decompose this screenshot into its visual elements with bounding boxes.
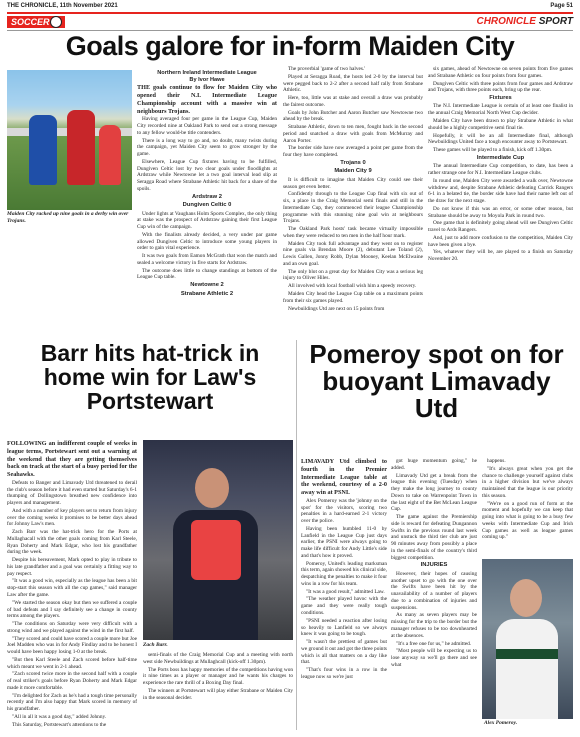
story2-column-1	[7, 440, 137, 730]
paragraph: Here, too, little was at stake and overall a draw was probably the fairest outcome.	[283, 95, 423, 108]
paragraph: Elsewhere, League Cup fixtures having to be fulfilled, Dungiven Celtic lost by two clear goals under floodlights at Ardstraw while Newtowne let a two goal interval lead slip at Seragga Road where Strabane Athletic hit back for a share of the spoils.	[137, 158, 277, 192]
paragraph: Pomeroy, United's leading marksman this term, again showed his clinical side, despatching the penalties to make it four wins in a row for his team.	[301, 560, 387, 587]
brand-sport: SPORT	[538, 16, 573, 27]
story1-subhead: Northern Ireland Intermediate League	[157, 70, 257, 76]
paragraph: Despite his bereavement, Mark opted to play in tribute to his late grandfather and a goal was certainly a fitting way to pay respect.	[7, 557, 137, 577]
match-heading: Strabane Athletic 2	[180, 290, 234, 297]
story1-column-3	[428, 66, 573, 332]
brand-chronicle: CHRONICLE	[476, 16, 536, 27]
paragraph: happens.	[487, 458, 506, 464]
paragraph: Under lights at Vaughans Holm Sports Complex, the only thing at stake was the prospect of Ardstraw gaining their first League Cup win of the campaign.	[137, 210, 277, 231]
paragraph: "It wasn't the prettiest of games but we ground it out and got the three points which is all that matters on a day like that.	[301, 639, 387, 666]
football-icon	[50, 16, 62, 28]
paragraph: Having averaged four per game in the League Cup, Maiden City recorded nine at Oakland Park to send out a strong message to any fellow would-be title contenders.	[137, 116, 277, 136]
paragraph: However, their hopes of causing another upset to go with the one over the Swifts have been hit by the unavailability of a number of players due to a combination of injuries and suspensions.	[391, 570, 477, 611]
page-header	[7, 2, 573, 12]
paragraph: The border side have now averaged a point per game from the four they have completed.	[283, 145, 423, 159]
match-heading: Newtowne 2	[190, 282, 224, 289]
story2-headline: Barr hits hat-trick in home win for Law's Portstewart	[40, 340, 260, 415]
paragraph: Dungiven Celtic with three points from four games and Ardstraw and Trojans, with three points each, bring up the rear.	[428, 80, 573, 94]
paragraph: Limavady Utd get a break from the league this evening (Tuesday) when they make the long journey to county Down to take on Warrenpoint Town in the last eight of the Bet McLean League Cup.	[391, 472, 477, 513]
paragraph: Maiden City have been drawn to play Strabane Athletic in what should be a highly competitive semi final tie.	[428, 118, 573, 131]
paragraph: "It's a free one for us," he admitted.	[396, 640, 472, 647]
paragraph: The game against the Premiership side is reward for defeating Dungannon Swifts in the previous round last week and unstuck the third tier club are just 90 minutes away from possibly a place in the semi-finals of the country's third biggest competition.	[391, 514, 477, 561]
story2-column-2	[143, 652, 293, 730]
paragraph: Hopefully, it will be an all Intermediate final, although Newbuildings United face a tough encounter away to Portstewart.	[428, 132, 573, 146]
paragraph: Maiden City took full advantage and they went on to register nine goals via Brendan Moore (2), debutant Lee Toland (2), Lewis Gallen, Jonny Robb, Dylan Mooney, Keelan McElwaine and an own goal.	[283, 240, 423, 267]
paragraph: "We're on a good run of form at the moment and hopefully we can keep that going into what is going to be a busy few weeks with Intermediate Cup and Irish Cup games as well as league games coming up."	[482, 500, 573, 541]
story1-lead: THE goals continue to flow for Maiden City who opened their N.I. Intermediate League Championship account with a massive win at neighbours Trojans.	[137, 84, 277, 115]
paragraph: "The conditions on Saturday were very difficult with a strong wind and we played against the wind in the first half.	[7, 621, 137, 634]
paragraph: All involved with local football wish him a speedy recovery.	[288, 283, 417, 290]
paragraph: As many as seven players may be missing for the trip to the border but the manager refuses to be too downhearted at the absences.	[391, 612, 477, 639]
paragraph: Yes, whatever they will be, are played to a finish on Saturday November 20.	[428, 249, 573, 263]
story3-caption: Alex Pomeroy.	[484, 720, 518, 726]
story3-column-3	[482, 458, 573, 558]
paragraph: semi-finals of the Craig Memorial Cup and a meeting with north west side Newbuildings at Mullaghcall (kick-off 1.30pm).	[143, 652, 293, 665]
paragraph: Do not know if this was an error, or some other reason, but Strabane should be away to Moyola Park in round two.	[428, 205, 573, 219]
section-tag: SOCCER	[7, 16, 65, 28]
paragraph: "It's always great when you get the chance to challenge yourself against clubs in a higher division but we've always maintained that the league is our priority this season.	[482, 465, 573, 499]
header-page-number: Page 51	[550, 3, 573, 9]
paragraph: "That's four wins in a row in the league now so we're just	[301, 667, 387, 680]
paragraph: The winners at Portstewart will play either Strabane or Maiden City in the seasonal decider.	[143, 687, 293, 701]
paragraph: These games will be played to a finish, kick off 1.30pm.	[433, 147, 553, 154]
story1-headline: Goals galore for in-form Maiden City	[65, 31, 515, 61]
story1-byline: By Ivor Hawe	[189, 77, 225, 84]
paragraph: "All in all it was a good day," added Johnny.	[12, 714, 107, 721]
story3-column-1	[301, 458, 387, 730]
paragraph: "We started the season okay but then we suffered a couple of bad defeats and I say definitely see a change in county terms among the players.	[7, 599, 137, 620]
paragraph: Goals by John Butcher and Aaron Butcher saw Newtowne two ahead by the break.	[283, 109, 423, 123]
paragraph: "PSNI needed a reaction after losing so heavily to Lanfield so we always knew it was going to be tough.	[301, 617, 387, 638]
paragraph: Alex Pomeroy was the 'johnny on the spot' for the visitors, scoring two penalties in a hard-earned 2-1 victory over the police.	[301, 497, 387, 525]
paragraph: The Oakland Park hosts' task became virtually impossible when they were reduced to ten men in the half hour mark.	[283, 226, 423, 239]
paragraph: Confidently through to the League Cup final with six out of six, a place in the Craig Memorial semi finals and still in the Intermediate Cup, they commenced their league Championship programme with this stunning nine goal win at neighbours Trojans.	[283, 191, 423, 225]
column-divider	[296, 340, 297, 730]
story1-column-2	[283, 66, 423, 332]
paragraph: Maiden City head the League Cup table on a maximum points from their six games played.	[283, 291, 423, 304]
paragraph: Newbuildings Utd are next on 15 points from	[288, 305, 385, 312]
story2-lead: FOLLOWING an indifferent couple of weeks in league terms, Portstewart sent out a warning at the weekend that they are getting themselves back on track at the start of a busy period for the Seahawks.	[7, 440, 137, 478]
section-heading: Intermediate Cup	[476, 154, 525, 161]
section-heading: INJURIES	[420, 562, 448, 569]
paragraph: The N.I. Intermediate League is certain of at least one finalist in the annual Craig Memorial North West Cup decider.	[428, 103, 573, 117]
match-heading: Ardstraw 2	[192, 193, 222, 200]
paragraph: This Saturday, Portstewart's attentions to the	[12, 721, 107, 728]
story1-photo	[7, 70, 132, 210]
story1-caption: Maiden City racked up nine goals in a derby win over Trojans.	[7, 211, 129, 224]
paragraph: In round one, Maiden City were awarded a walk over, Newtowne withdrew and, despite Strabane Athletic defeating Carrick Rangers 6-1 in a belated tie, the border side have had their name left out of the draw for the next stage.	[428, 177, 573, 205]
brand-logo	[476, 16, 573, 27]
paragraph: Zach Barr was the hat-trick hero for the Ports at Mullaghacall with the other goals coming from Karl Steele, Ryan Doherty and Mark Edgar, who lost his grandfather during the week.	[7, 529, 137, 556]
paragraph: The Ports boss has happy memories of the competitions having won it nine times as a player or manager and he wants his charges to experience the rare thrill of a Boxing Day final.	[143, 666, 293, 687]
paragraph: "They scored and could have scored a couple more but Joe Joel Madden who was in for Andy Findlay and to be honest I would have been happy losing 1-0 at the break.	[7, 635, 137, 656]
paragraph: Defeats to Banger and Limavady Utd threatened to derail the club's season before it had even started but Saturday's 6-1 thumping of Dollingstown breathed new confidence into players and management.	[7, 479, 137, 507]
paragraph: There is a long way to go and, no doubt, many twists during the campaign, yet Maiden City seem to grow stronger by the game.	[137, 137, 277, 158]
paragraph: The proverbial 'game of two halves.'	[288, 66, 366, 72]
paragraph: The only blot on a great day for Maiden City was a serious leg injury to Oliver Hiles.	[283, 268, 423, 282]
story3-photo	[482, 559, 573, 719]
paragraph: And with a number of key players set to return from injury over the coming weeks it promises to be better days ahead for Johnny Law's men.	[7, 507, 137, 528]
paragraph: got huge momentum going," he added.	[391, 458, 477, 471]
paragraph: One game that is definitely going ahead will see Dungiven Celtic travel to Ards Rangers.	[428, 220, 573, 234]
paragraph: "I'm delighted for Zach as he's had a tough time personally recently and I'm also happy that Mark scored in memory of his grandfather.	[7, 692, 137, 713]
paragraph: Having been humbled 11-0 by Lanfield in the League Cup just days earlier, the PSNI were always going to make life difficult for Andy Little's side and that's how it proved.	[301, 525, 387, 559]
header-rule	[7, 12, 573, 14]
paragraph: "But then Karl Steele and Zach scored before half-time which meant we went in 2-1 ahead.	[7, 656, 137, 670]
paragraph: "It was a good result," admitted Law.	[306, 588, 385, 595]
story1-column-1	[137, 70, 277, 332]
paragraph: Strabane Athletic, down to ten men, fought back in the second period and snatched a draw with goals from McMurray and Aaron Porter.	[283, 124, 423, 144]
paragraph: It is difficult to imagine that Maiden City could see their season get even better.	[283, 176, 423, 190]
match-heading: Dungiven Celtic 0	[182, 202, 232, 209]
paragraph: Played at Seragga Road, the hosts led 2-0 by the interval but were pegged back to 2-2 after a second half rally from Strabane Athletic.	[283, 73, 423, 94]
paragraph: "The weather played havoc with the game and they were really tough conditions.	[301, 596, 387, 616]
paragraph: And, just to add more confusion to the competition, Maiden City have been given a bye.	[428, 234, 573, 248]
paragraph: The outcome does little to change standings at bottom of the League Cup table.	[137, 267, 277, 281]
story3-lead: LIMAVADY Utd climbed to fourth in the Premier Intermediate League table at the weekend, courtesy of a 2-0 away win at PSNI.	[301, 458, 387, 496]
paragraph: "It was a good win, especially as the league has been a bit stop-start this season with all the cup games," said manager Law after the game.	[7, 578, 137, 598]
header-dateline: THE CHRONICLE, 11th November 2021	[7, 3, 118, 9]
paragraph: "Most people will be expecting us to lose anyway so we'll go there and see what	[391, 648, 477, 668]
section-heading: Fixtures	[489, 95, 512, 102]
story3-column-2	[391, 458, 477, 730]
story2-caption: Zach Barr.	[143, 642, 168, 648]
paragraph: It was two goals from Eamon McGrath that won the match and sealed a welcome victory in five starts for Ardstraw.	[137, 253, 277, 266]
paragraph: "Zach scored twice more in the second half with a couple of real striker's goals before Ryan Doherty and Mark Edgar made it more comfortable.	[7, 671, 137, 691]
match-heading: Maiden City 9	[334, 168, 372, 175]
story3-headline: Pomeroy spot on for buoyant Limavady Utd	[309, 339, 564, 423]
paragraph: The annual Intermediate Cup competition, to date, has been a rather strange one for N.I. Intermediate League clubs.	[428, 163, 573, 176]
paragraph: With the finalists already decided, a very under par game allowed Dungiven Celtic to introduce some young players in order to gain vital experience.	[137, 231, 277, 252]
story2-photo	[143, 440, 293, 640]
paragraph: six games, ahead of Newtowne on seven points from five games and Strabane Athletic on four points from four games.	[428, 66, 573, 79]
match-heading: Trojans 0	[340, 159, 366, 166]
